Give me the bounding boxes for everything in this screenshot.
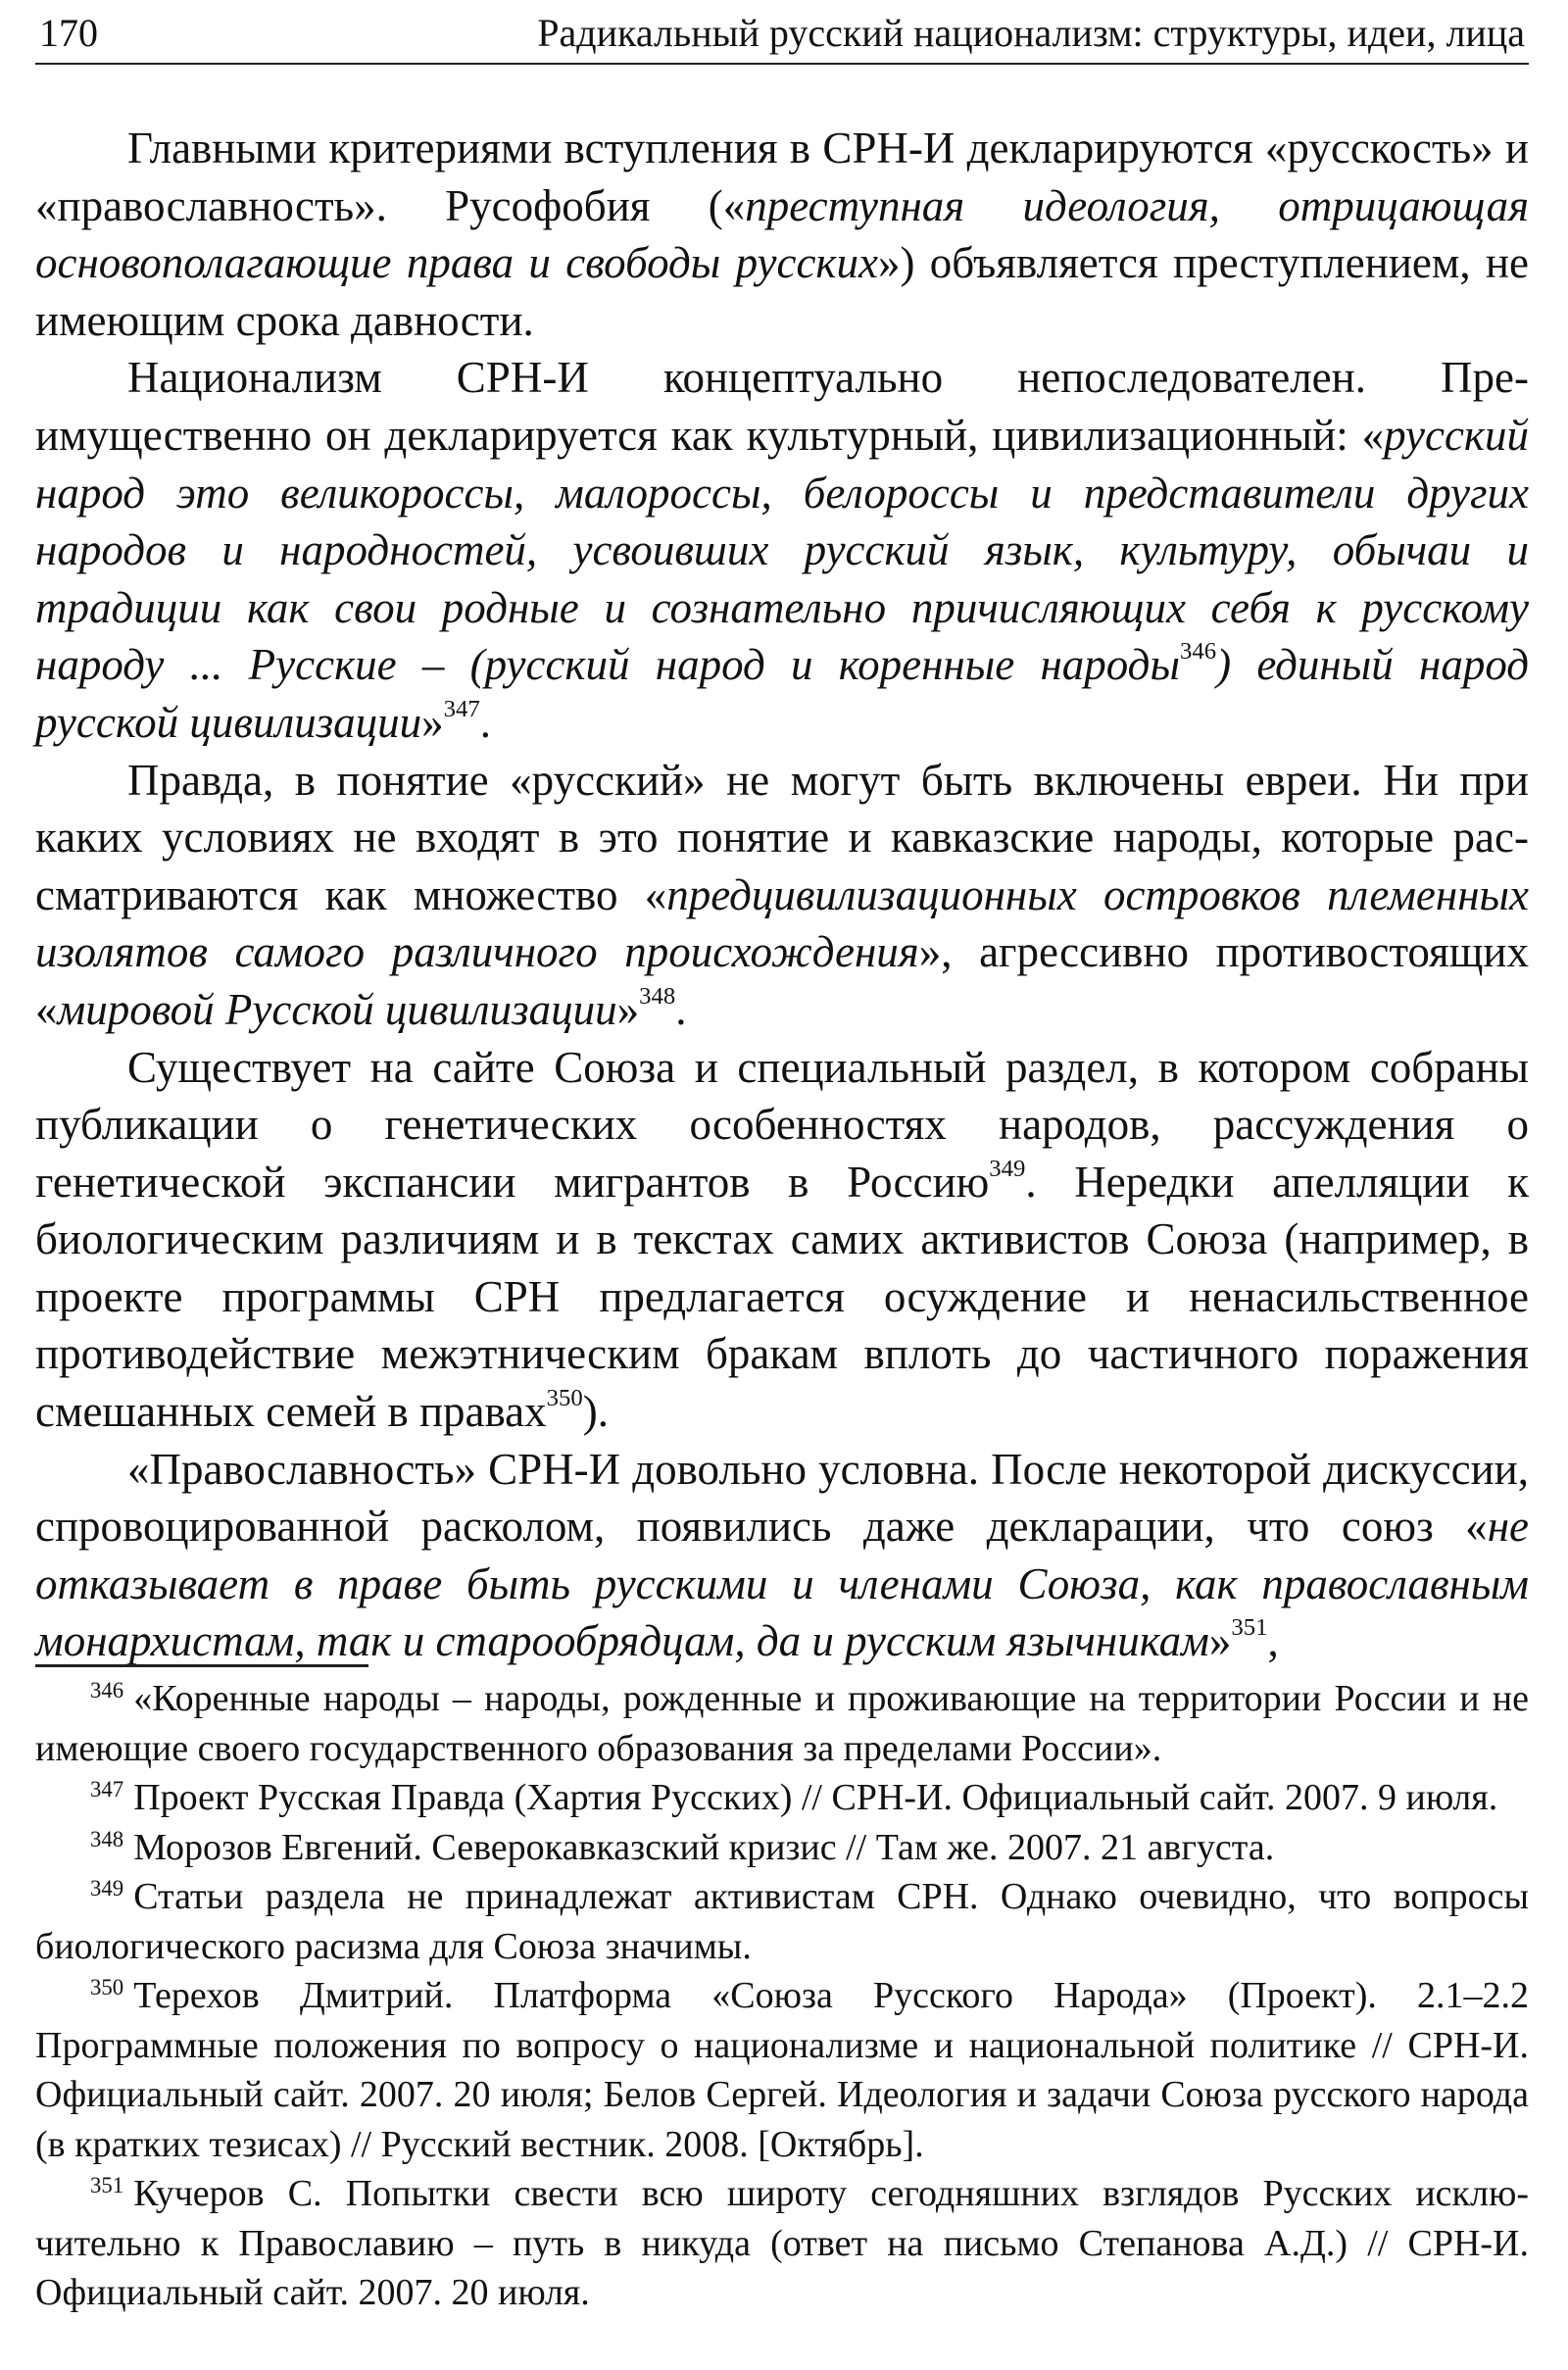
- page-number: 170: [39, 11, 98, 55]
- text-run: »: [421, 697, 444, 747]
- footnote-text: Проект Русская Правда (Хартия Русских) // СРН-И. Официальный сайт. 2007. 9 июля.: [133, 1777, 1498, 1818]
- running-header: [35, 8, 1529, 65]
- footnote-350: [35, 1971, 1529, 2169]
- paragraph-5: [35, 1441, 1529, 1670]
- text-run: Главными критериями вступления в СРН-И декларируются «русскость» и «православность». Русофобия («: [35, 123, 1529, 230]
- text-run: Правда, в понятие «русский» не могут быть включены евреи. Ни при каких условиях не входят в это понятие и кавказские народы, которые рассматриваются как множество «: [35, 755, 1529, 919]
- footnote-text: Терехов Дмитрий. Платформа «Союза Русского Народа» (Проект). 2.1–2.2 Программные положения по вопросу о национализме и национальной политике // СРН-И. Официальный сайт. 2007. 20 июля; Белов Сергей. Идеология и задачи Союза русского народа (в кратких тезисах) // Русский вестник. 2008. [Октябрь].: [35, 1975, 1529, 2165]
- italic-quote: ) единый народ русской цивилизации: [35, 640, 1529, 747]
- footnote-text: Морозов Евгений. Северокавказский кризис // Там же. 2007. 21 августа.: [133, 1826, 1275, 1868]
- footnote-347: [35, 1773, 1529, 1823]
- text-run: .: [675, 984, 687, 1034]
- footnotes: [35, 1674, 1529, 2318]
- text-run: »: [1208, 1616, 1232, 1666]
- text-run: »: [616, 984, 640, 1034]
- footnote-ref-349[interactable]: 349: [989, 1155, 1026, 1182]
- paragraph-2: [35, 349, 1529, 751]
- footnote-number: 350: [90, 1975, 124, 2000]
- italic-quote: преступная идеология, отрицающая основополагающие права и свободы русских: [35, 180, 1529, 288]
- italic-quote: русский народ это великороссы, малороссы, белороссы и представители других народов и народностей, усвоивших русский язык, культуру, обычаи и традиции как свои родные и сознательно причисляющих себя к русскому народу ... Русские – (русский народ и коренные народы: [35, 410, 1529, 690]
- text-run: «Православность» СРН-И довольно условна. После некоторой дискуссии, спровоцированной расколом, появились даже декларации, что союз «: [35, 1444, 1529, 1552]
- footnote-ref-346[interactable]: 346: [1179, 638, 1217, 666]
- footnote-number: 346: [90, 1678, 124, 1703]
- footnote-346: [35, 1674, 1529, 1773]
- text-run: Существует на сайте Союза и специальный раздел, в котором собраны публикации о генетических особенностях народов, рассуждения о генетической экспансии мигрантов в Россию: [35, 1042, 1529, 1207]
- footnote-348: [35, 1823, 1529, 1873]
- text-run: .: [479, 697, 491, 747]
- footnote-text: Кучеров С. Попытки свести всю широту сегодняшних взглядов Русских исключительно к Православию – путь в никуда (ответ на письмо Степанова А.Д.) // СРН-И. Официальный сайт. 2007. 20 июля.: [35, 2173, 1529, 2313]
- footnote-351: [35, 2169, 1529, 2318]
- italic-quote: предцивилизационных островков племенных изолятов самого различного происхождения: [35, 869, 1529, 977]
- footnote-ref-348[interactable]: 348: [639, 982, 676, 1010]
- main-text: [35, 120, 1529, 1670]
- footnote-ref-347[interactable]: 347: [443, 695, 480, 722]
- footnote-349: [35, 1872, 1529, 1971]
- text-run: », агрессивно противостоящих «: [35, 927, 1529, 1034]
- footnote-separator: [35, 1664, 368, 1667]
- text-run: Национализм СРН-И концептуально непоследователен. Преимущественно он декларируется как культурный, цивилизационный: «: [35, 353, 1529, 460]
- text-run: ).: [582, 1387, 610, 1437]
- paragraph-1: [35, 120, 1529, 349]
- paragraph-4: [35, 1039, 1529, 1441]
- paragraph-3: [35, 752, 1529, 1039]
- text-run: ») объявляется преступлением, не имеющим срока давности.: [35, 238, 1529, 345]
- footnote-text: Статьи раздела не принадлежат активистам СРН. Однако очевидно, что вопросы биологического расизма для Союза значимы.: [35, 1876, 1529, 1967]
- italic-quote: не отказывает в праве быть русскими и членами Союза, как православным монархистам, так и старообрядцам, да и русским язычникам: [35, 1502, 1529, 1666]
- text-run: ,: [1267, 1616, 1279, 1666]
- footnote-number: 347: [90, 1777, 124, 1802]
- footnote-number: 348: [90, 1826, 124, 1852]
- running-title: Радикальный русский национализм: структуры, идеи, лица: [537, 11, 1525, 55]
- italic-quote: мировой Русской цивилизации: [57, 984, 617, 1034]
- footnote-ref-351[interactable]: 351: [1231, 1614, 1268, 1642]
- text-run: . Нередки апелляции к биологическим различиям и в текстах самих активистов Союза (например, в проекте программы СРН предлагается осуждение и ненасильственное противодействие межэтническим бракам вплоть до частичного поражения смешанных семей в правах: [35, 1157, 1529, 1437]
- footnote-number: 349: [90, 1876, 124, 1901]
- footnote-text: «Коренные народы – народы, рожденные и проживающие на территории России и не имеющие своего государственного образования за пределами России».: [35, 1678, 1529, 1769]
- footnote-ref-350[interactable]: 350: [546, 1385, 583, 1412]
- footnote-number: 351: [90, 2173, 124, 2198]
